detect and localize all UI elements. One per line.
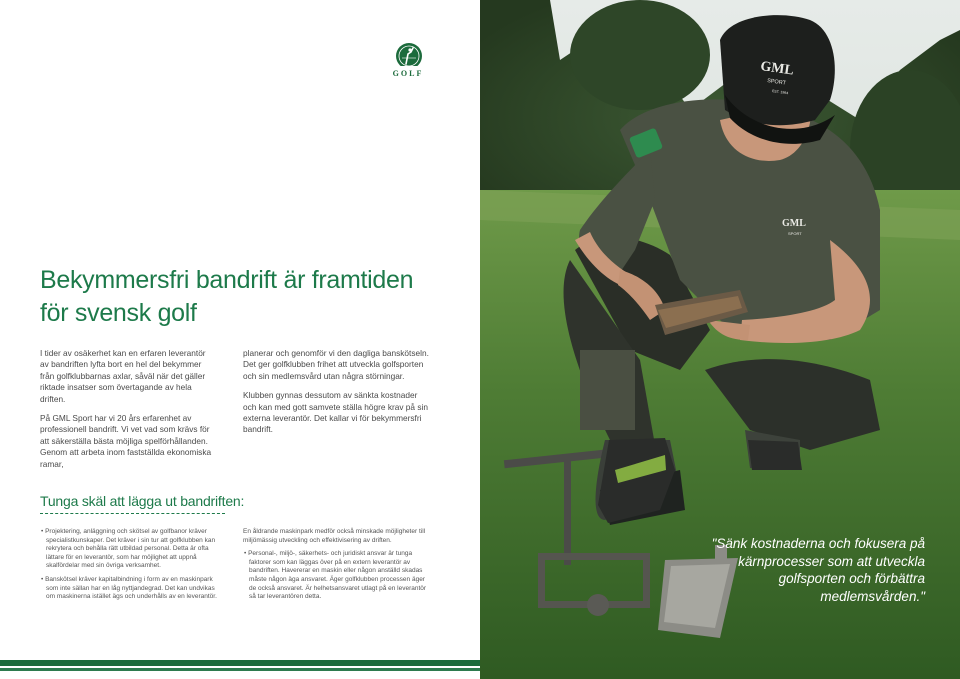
cap-est: EST. 1994	[771, 89, 789, 96]
intro-paragraph: I tider av osäkerhet kan en erfaren leverantör av bandriften lyfta bort en hel del bekymmer från golfklubbarnas axlar, såväl när det gäller riktade insatser som övertagande av hela driften.	[40, 348, 206, 404]
reasons-column-a	[40, 528, 225, 607]
footer-stripe-base	[0, 672, 480, 679]
headline-line-2: för svensk golf	[40, 299, 197, 327]
pull-quote: "Sänk kostnaderna och fokusera på kärnprocesser som att utveckla golfsporten och förbättra medlemsvården."	[711, 536, 925, 604]
intro-paragraph: På GML Sport har vi 20 års erfarenhet av professionell bandrift. Vi vet vad som krävs för att säkerställa bästa möjliga spelförhållanden. Genom att arbeta inom fastställda ekonomiska ramar,	[40, 413, 212, 469]
intro-paragraph: Klubben gynnas dessutom av sänkta kostnader och kan med gott samvete ställa högre krav på sin externa leverantör. Det kallar vi för bekymmersfri bandrift.	[243, 390, 428, 435]
intro-paragraph: planerar och genomför vi den dagliga banskötseln. Det ger golfklubben frihet att utveckla golfsporten och sin medlemsvård utan några störningar.	[243, 348, 429, 381]
reasons-column-b	[243, 528, 433, 607]
reason-item: • Personal-, miljö-, säkerhets- och juridiskt ansvar är tunga faktorer som kan läggas över på en extern leverantör av bandriften. Havererar en maskin eller någon anställd skadas måste någon äga ansvaret. Äger golfklubben processen äger de också ansvaret. Är helhetsansvaret utlagt på en leverantör så tar leverantören detta.	[244, 550, 427, 601]
footer-stripe-dark	[0, 660, 480, 666]
shirt-brand: GML	[782, 218, 806, 229]
intro-column-b	[243, 348, 433, 444]
logo-text: GOLF	[392, 69, 424, 78]
reason-item: • Projektering, anläggning och skötsel av golfbanor kräver specialistkunskaper. Det kräver i sin tur att golfklubben kan rekrytera och behålla rätt utbildad personal. Detta är ofta lättare för en leverantör, som har möjlighet att uppnå skalfördelar med sin övriga verksamhet.	[41, 528, 216, 570]
cap-sub: SPORT	[766, 78, 787, 87]
reason-item: • Banskötsel kräver kapitalbindning i form av en maskinpark som inte sällan har en låg nyttjandegrad. Det kan undvikas om maskinerna istället ägs och underhålls av en leverantör.	[41, 575, 217, 601]
reason-item: En åldrande maskinpark medför också minskade möjligheter till miljömässig utveckling och effektivisering av driften.	[243, 528, 426, 544]
footer-stripe-light	[0, 668, 480, 671]
shirt-sub: SPORT	[788, 231, 802, 236]
intro-column-a	[40, 348, 215, 478]
cap-brand: GML	[759, 59, 795, 79]
dotted-divider	[40, 513, 225, 514]
headline-line-1: Bekymmersfri bandrift är framtiden	[40, 266, 414, 294]
reasons-title: Tunga skäl att lägga ut bandriften:	[40, 493, 245, 509]
headline	[40, 264, 460, 330]
